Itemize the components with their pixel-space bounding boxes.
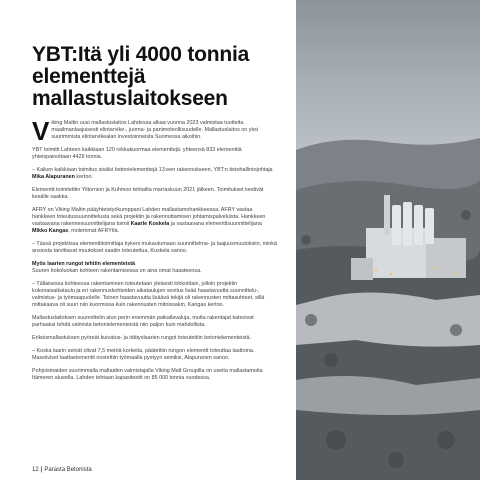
page-footer xyxy=(32,467,92,473)
paragraph-11: Pohjoismaiden suurimmalla maltaiden valmistajalla Viking Malt Groupilla on useita mallastamoita Itämeren alueella. Lahden tehtaan kapasiteetti on 85 000 tonnia vuodessa. xyxy=(32,368,263,381)
aerial-malting-plant-photo xyxy=(296,0,480,480)
intro-text: iking Maltin uusi mallastuslaitos Lahdessa alkaa vuonna 2023 valmistaa tuotteita maailmanlaajuisesti elintarvike-, juoma- ja panimoteollisuudelle. Mallastuslaitos on yksi suurimmista elintarvikealan investoinneista Suomessa aikoihin. xyxy=(51,120,259,140)
publication-name: Parasta Betonista xyxy=(44,467,92,473)
snow-road xyxy=(296,376,480,415)
side-building xyxy=(351,258,373,280)
paragraph-6: Suuren kokoluokan kohteen rakentamisessa on aina omat haasteensa. xyxy=(32,268,202,274)
footer-separator: | xyxy=(40,467,43,473)
tower xyxy=(384,195,390,235)
section-subheading: Myös laarien rungot tehtiin elementeistä xyxy=(32,261,136,267)
person-name: Mikko Kangas xyxy=(32,228,69,234)
drop-cap: V xyxy=(32,116,50,146)
intro-paragraph xyxy=(32,116,277,146)
paragraph-10: – Koska laarin seinät olivat 7,5 metriä korkeita, päätettiin rungon elementit toteuttaa laattoina. Massiiviset laattaelementit nostettiin työmaalla pystyyn seiniksi, Alapuranen sanoo. xyxy=(32,348,255,361)
snow-field xyxy=(296,293,480,347)
paragraph-5: – Tässä projektissa elementtitoimittaja kykeni mukautumaan suunnittelma- ja laajuusmuutoksiin, minkä ansiosta tarvittavat muutokset saatiin toteutettua, Koskela sanoo. xyxy=(32,241,277,254)
paragraph-7: – Tällaisessa kohteessa rakentaminen toteutetaan yleisesti lohkoittain, jolloin projektin kokonaisaikataulu ja eri rakennuskohteiden aikataulujen sovitus lisää haastavuutta suunnittelu-, valmistus- ja työmaapuolelle. Toinen haastavuutta lisäävä tekijä oli rakennusten mittasuhteet, sillä mittakaava oli suuri niin kuormissa kuin rakennusten mitoissakin, Kangas kertoo. xyxy=(32,281,265,308)
paragraph-1: YBT toimitti Lahteen kaikkiaan 120 rekkakuormaa elementtejä: yhteensä 832 elementtiä yhteispainoltaan 4429 tonnia. xyxy=(32,147,242,160)
paragraph-2: – Kaiken kaikkiaan toimitus sisälsi betonielementtejä 13:een rakennukseen, YBT:n tietohallintojohtaja Mika Alapuranen kertoo. xyxy=(32,167,273,180)
paragraph-3: Elementit toimitettiin Ylitornion ja Kuhmon tehtailta marraskuun 2021 jälkeen. Toimitukset kestivät kesälle saakka. xyxy=(32,187,264,200)
title-line-1: YBT:Itä yli 4000 tonnia xyxy=(32,43,250,66)
paragraph-4: AFRY on Viking Maltin pääyhteistyökumppani Lahden mallastamohankkeessa. AFRY vastaa hankkeen toteutussuunnittelusta sekä projektin ja rakennuttamisen johtamispalveluista. Hankkeen vastaavana rakennesuunnittelijana toimii Kaarle Koskela ja vastaavana elementtisuunnittelijana Mikko Kangas, molemmat AFRYltä. xyxy=(32,207,266,234)
title-line-3: mallastuslaitokseen xyxy=(32,87,228,110)
article-column xyxy=(32,44,277,388)
person-name: Kaarle Koskela xyxy=(130,221,170,227)
paragraph-8: Mallastuslaitoksen suunnittelin alun perin enemmän paikallavaluja, mutta rakentajat katsoivat parhaaksi tehdä valmista betonielementeistä niin paljon kuin mahdollista. xyxy=(32,315,254,328)
paragraph-9: Erikoismallastuksen pyöreät kuivatus- ja idätyslaarien rungot toteutettiin betonielementeistä. xyxy=(32,335,252,341)
article-body xyxy=(32,116,277,382)
person-name: Mika Alapuranen xyxy=(32,174,75,180)
page-number: 12 xyxy=(32,467,39,473)
photo-illustration xyxy=(296,0,480,480)
title-line-2: elementtejä xyxy=(32,65,146,88)
article-title xyxy=(32,44,277,110)
